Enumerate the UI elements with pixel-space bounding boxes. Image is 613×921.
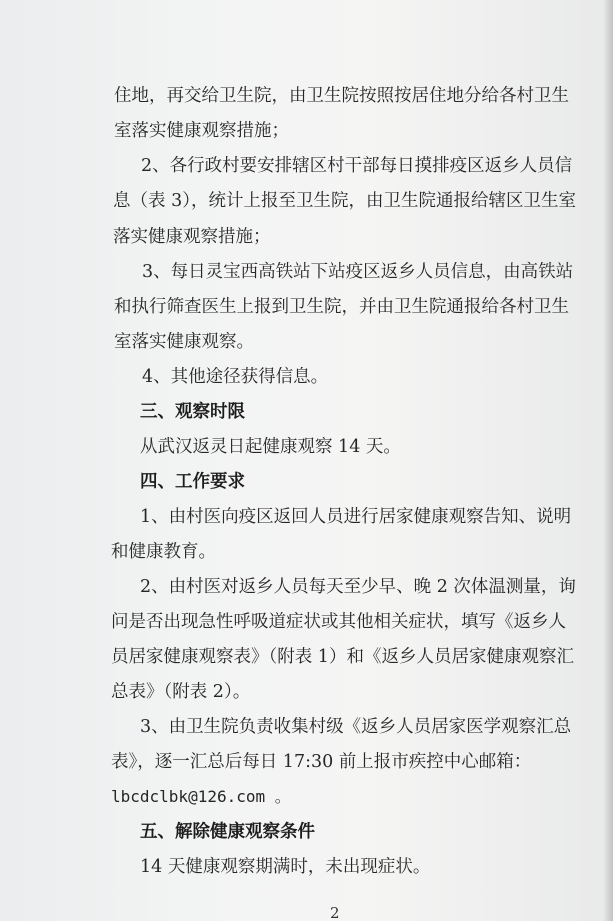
email-address: lbcdclbk@126.com 。 [111,787,291,806]
page-edge-shadow [603,0,613,921]
body-text-line: 表》，逐一汇总后每日 17:30 前上报市疾控中心邮箱： [111,752,532,772]
page-number: 2 [330,904,340,921]
body-text-line: 4、其他途径获得信息。 [142,367,329,387]
body-text-line: 和执行筛查医生上报到卫生院，并由卫生院通报给各村卫生 [114,297,569,317]
body-text-line: 总表》（附表 2）。 [111,682,251,702]
body-text-line: 住地，再交给卫生院，由卫生院按照按居住地分给各村卫生 [114,86,569,106]
body-text-line: 问是否出现急性呼吸道症状或其他相关症状，填写《返乡人 [111,612,566,632]
body-text-line: 3、每日灵宝西高铁站下站疫区返乡人员信息，由高铁站 [142,262,574,282]
body-text-line: 息（表 3），统计上报至卫生院，由卫生院通报给辖区卫生室 [113,191,576,211]
section-heading: 四、工作要求 [140,472,245,492]
body-text-line: 室落实健康观察措施； [114,121,289,141]
body-text-line: 员居家健康观察表》（附表 1）和《返乡人员居家健康观察汇 [111,647,574,667]
body-text-line: 落实健康观察措施； [113,227,271,247]
section-heading: 五、解除健康观察条件 [140,822,315,842]
body-text-line: 2、由村医对返乡人员每天至少早、晚 2 次体温测量，询 [140,577,576,597]
section-heading: 三、观察时限 [140,402,245,422]
body-text-line: 14 天健康观察期满时，未出现症状。 [140,857,431,877]
body-text-line: 室落实健康观察。 [114,332,254,352]
body-text-line: 3、由卫生院负责收集村级《返乡人员居家医学观察汇总 [140,717,572,737]
body-text-line: 1、由村医向疫区返回人员进行居家健康观察告知、说明 [140,507,572,527]
body-text-line: 从武汉返灵日起健康观察 14 天。 [140,437,401,457]
body-text-line: 和健康教育。 [111,542,216,562]
body-text-line: 2、各行政村要安排辖区村干部每日摸排疫区返乡人员信 [141,156,573,176]
